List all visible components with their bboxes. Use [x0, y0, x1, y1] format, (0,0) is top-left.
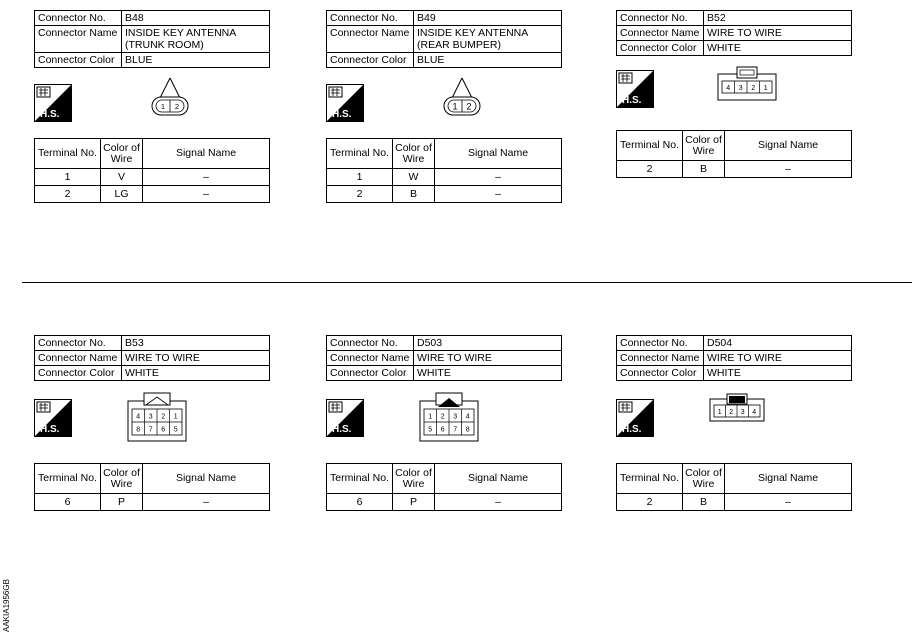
connector-block-b49: [326, 10, 562, 203]
connector-block-d503: [326, 335, 562, 511]
connector-color-label: Connector Color: [327, 53, 414, 68]
signal-name-header: Signal Name: [143, 464, 270, 494]
connector-block-d504: [616, 335, 852, 511]
terminal-cell: 1: [327, 169, 393, 186]
connector-face-icon: [418, 391, 482, 445]
connector-color-label: Connector Color: [617, 41, 704, 56]
connector-info-table: [34, 335, 270, 381]
connector-color-value: BLUE: [414, 53, 562, 68]
signal-cell: –: [435, 186, 562, 203]
pin-label: 2: [174, 102, 180, 111]
pin-label: 5: [173, 426, 178, 434]
pin-label: 1: [452, 101, 458, 112]
pin-label: 2: [161, 413, 166, 421]
signal-name-header: Signal Name: [725, 131, 852, 161]
table-row: [327, 186, 562, 203]
signal-cell: –: [143, 186, 270, 203]
pin-label: 3: [453, 413, 458, 421]
harness-side-icon: [326, 84, 364, 122]
pin-label: 2: [466, 101, 472, 112]
connector-no-label: Connector No.: [617, 336, 704, 351]
terminal-no-header: Terminal No.: [327, 464, 393, 494]
terminal-no-header: Terminal No.: [35, 139, 101, 169]
signal-name-header: Signal Name: [435, 464, 562, 494]
connector-color-value: WHITE: [704, 41, 852, 56]
terminal-cell: 2: [617, 494, 683, 511]
harness-side-icon: [34, 399, 72, 437]
terminal-no-header: Terminal No.: [617, 131, 683, 161]
connector-name-value: WIRE TO WIRE: [704, 351, 852, 366]
pin-label: 1: [428, 413, 433, 421]
harness-side-icon: [616, 70, 654, 108]
connector-color-label: Connector Color: [617, 366, 704, 381]
connector-color-value: WHITE: [704, 366, 852, 381]
connector-face-icon: [126, 391, 190, 445]
pin-label: 6: [161, 426, 166, 434]
connector-name-value: INSIDE KEY ANTENNA (TRUNK ROOM): [122, 26, 270, 53]
connector-no-label: Connector No.: [35, 336, 122, 351]
pin-label: 1: [173, 413, 178, 421]
wire-cell: V: [101, 169, 143, 186]
terminal-cell: 6: [327, 494, 393, 511]
signal-cell: –: [725, 161, 852, 178]
pin-label: 4: [136, 413, 141, 421]
terminal-table: [616, 463, 852, 511]
connector-name-label: Connector Name: [617, 26, 704, 41]
connector-name-value: WIRE TO WIRE: [704, 26, 852, 41]
pin-label: 8: [136, 426, 141, 434]
terminal-cell: 2: [35, 186, 101, 203]
pin-label: 1: [717, 409, 722, 416]
pin-label: 4: [752, 409, 757, 416]
signal-cell: –: [143, 169, 270, 186]
connector-color-value: BLUE: [122, 53, 270, 68]
signal-cell: –: [435, 494, 562, 511]
hs-label: H.S.: [332, 109, 352, 120]
hs-label: H.S.: [332, 424, 352, 435]
connector-block-b48: [34, 10, 270, 203]
connector-face-icon: [148, 74, 192, 122]
connector-color-value: WHITE: [414, 366, 562, 381]
terminal-cell: 6: [35, 494, 101, 511]
connector-no-value: B49: [414, 11, 562, 26]
terminal-no-header: Terminal No.: [327, 139, 393, 169]
signal-name-header: Signal Name: [725, 464, 852, 494]
harness-side-icon: [34, 84, 72, 122]
table-row: [327, 169, 562, 186]
pin-label: 1: [763, 85, 768, 92]
wire-color-header: Color of Wire: [683, 131, 725, 161]
connector-no-label: Connector No.: [327, 336, 414, 351]
wire-cell: P: [101, 494, 143, 511]
connector-info-table: [326, 335, 562, 381]
connector-info-table: [616, 335, 852, 381]
connector-color-label: Connector Color: [35, 53, 122, 68]
pin-label: 2: [729, 409, 734, 416]
connector-name-value: INSIDE KEY ANTENNA (REAR BUMPER): [414, 26, 562, 53]
harness-side-icon: [616, 399, 654, 437]
wire-cell: B: [683, 161, 725, 178]
pin-label: 3: [740, 409, 745, 416]
connector-info-table: [326, 10, 562, 68]
pin-label: 2: [440, 413, 445, 421]
connector-no-label: Connector No.: [327, 11, 414, 26]
pin-label: 7: [148, 426, 153, 434]
table-row: [617, 494, 852, 511]
table-row: [35, 186, 270, 203]
pin-label: 6: [440, 426, 445, 434]
wire-cell: P: [393, 494, 435, 511]
terminal-cell: 2: [617, 161, 683, 178]
signal-cell: –: [143, 494, 270, 511]
connector-color-label: Connector Color: [35, 366, 122, 381]
table-row: [327, 494, 562, 511]
connector-face-icon: [440, 74, 484, 122]
terminal-cell: 2: [327, 186, 393, 203]
pin-label: 3: [738, 85, 743, 92]
connector-name-label: Connector Name: [35, 26, 122, 53]
signal-name-header: Signal Name: [143, 139, 270, 169]
connector-face-icon: [714, 64, 780, 104]
signal-cell: –: [435, 169, 562, 186]
pin-label: 8: [465, 426, 470, 434]
signal-name-header: Signal Name: [435, 139, 562, 169]
connector-color-label: Connector Color: [327, 366, 414, 381]
terminal-table: [34, 138, 270, 203]
table-row: [35, 169, 270, 186]
section-divider: [22, 282, 912, 283]
connector-name-label: Connector Name: [327, 26, 414, 53]
hs-label: H.S.: [40, 424, 60, 435]
connector-color-value: WHITE: [122, 366, 270, 381]
pin-label: 4: [726, 85, 731, 92]
connector-no-value: B48: [122, 11, 270, 26]
terminal-no-header: Terminal No.: [617, 464, 683, 494]
connector-name-value: WIRE TO WIRE: [122, 351, 270, 366]
connector-block-b52: [616, 10, 852, 178]
connector-no-label: Connector No.: [35, 11, 122, 26]
hs-label: H.S.: [622, 95, 642, 106]
hs-label: H.S.: [622, 424, 642, 435]
terminal-cell: 1: [35, 169, 101, 186]
signal-cell: –: [725, 494, 852, 511]
pin-label: 2: [751, 85, 756, 92]
terminal-table: [326, 463, 562, 511]
connector-name-label: Connector Name: [35, 351, 122, 366]
pin-label: 1: [160, 102, 166, 111]
terminal-table: [326, 138, 562, 203]
pin-label: 5: [428, 426, 433, 434]
terminal-table: [616, 130, 852, 178]
connector-no-value: D504: [704, 336, 852, 351]
harness-side-icon: [326, 399, 364, 437]
table-row: [35, 494, 270, 511]
connector-name-label: Connector Name: [327, 351, 414, 366]
table-row: [617, 161, 852, 178]
hs-label: H.S.: [40, 109, 60, 120]
pin-label: 4: [465, 413, 470, 421]
wire-cell: B: [683, 494, 725, 511]
wire-cell: W: [393, 169, 435, 186]
connector-info-table: [34, 10, 270, 68]
terminal-no-header: Terminal No.: [35, 464, 101, 494]
pin-label: 3: [148, 413, 153, 421]
wire-color-header: Color of Wire: [101, 139, 143, 169]
connector-no-label: Connector No.: [617, 11, 704, 26]
wire-color-header: Color of Wire: [101, 464, 143, 494]
wire-cell: LG: [101, 186, 143, 203]
terminal-table: [34, 463, 270, 511]
connector-block-b53: [34, 335, 270, 511]
connector-no-value: B53: [122, 336, 270, 351]
wire-cell: B: [393, 186, 435, 203]
connector-face-icon: [706, 391, 768, 425]
wire-color-header: Color of Wire: [393, 139, 435, 169]
connector-no-value: D503: [414, 336, 562, 351]
figure-code: AAKIA1956GB: [2, 579, 11, 632]
connector-name-value: WIRE TO WIRE: [414, 351, 562, 366]
wire-color-header: Color of Wire: [683, 464, 725, 494]
connector-info-table: [616, 10, 852, 56]
pin-label: 7: [453, 426, 458, 434]
connector-no-value: B52: [704, 11, 852, 26]
connector-name-label: Connector Name: [617, 351, 704, 366]
wire-color-header: Color of Wire: [393, 464, 435, 494]
